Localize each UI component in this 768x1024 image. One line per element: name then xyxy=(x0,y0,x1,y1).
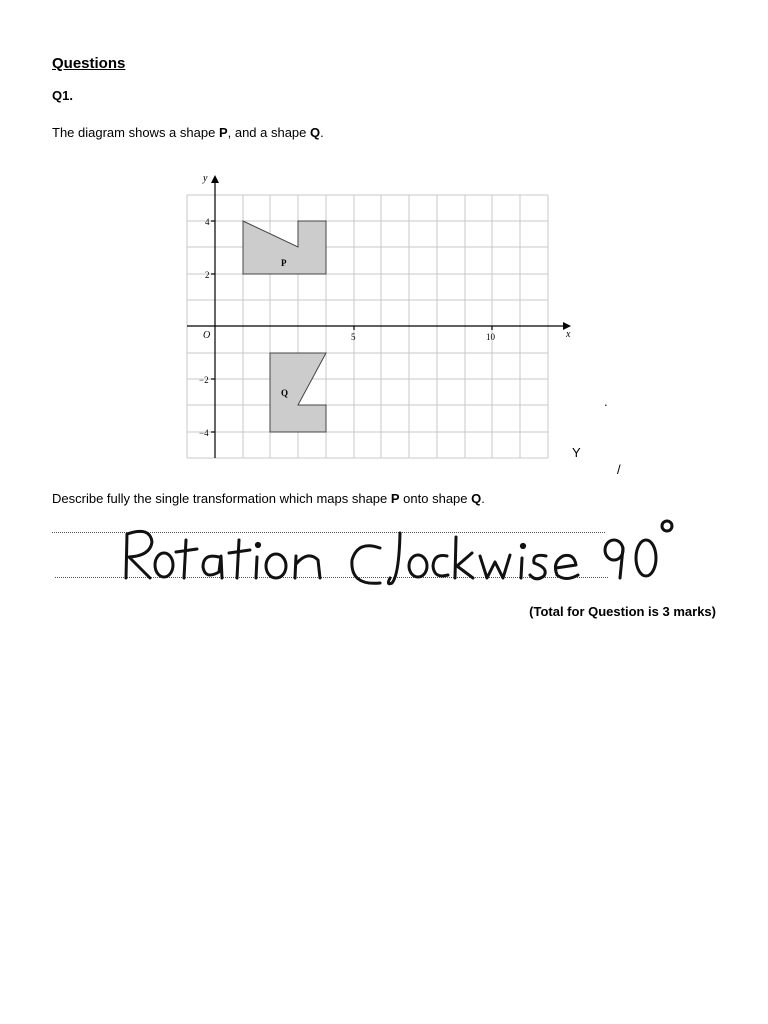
x-tick-label: 10 xyxy=(486,332,495,342)
x-tick-label: 5 xyxy=(351,332,356,342)
handwritten-answer xyxy=(118,512,678,592)
intro-shape-q: Q xyxy=(310,125,321,140)
axes xyxy=(187,175,571,458)
total-marks: (Total for Question is 3 marks) xyxy=(529,604,716,619)
page-heading: Questions xyxy=(52,55,126,72)
intro-text-1: The diagram shows a shape xyxy=(52,125,219,140)
intro-text-3: . xyxy=(320,125,324,140)
shape-q-label: Q xyxy=(281,388,289,398)
x-axis-label: x xyxy=(566,329,571,340)
question-intro xyxy=(52,125,324,140)
question-number: Q1. xyxy=(52,88,73,103)
y-axis-label: y xyxy=(203,173,208,184)
shape-p-label: P xyxy=(281,258,287,268)
y-tick-label: 2 xyxy=(205,270,210,280)
instruction-text-1: Describe fully the single transformation which maps shape xyxy=(52,491,391,506)
y-tick-label: −4 xyxy=(199,428,209,438)
question-instruction xyxy=(52,491,485,506)
origin-label: O xyxy=(203,330,211,341)
instruction-shape-q: Q xyxy=(471,491,482,506)
instruction-shape-p: P xyxy=(390,491,400,506)
y-tick-label: 4 xyxy=(205,217,210,227)
shape-q xyxy=(270,353,326,432)
y-tick-label: −2 xyxy=(199,375,209,385)
instruction-text-3: . xyxy=(481,491,485,506)
intro-text-2: , and a shape xyxy=(227,125,311,140)
stray-dot: . xyxy=(604,394,608,409)
instruction-text-2: onto shape xyxy=(399,491,472,506)
intro-shape-p: P xyxy=(218,125,228,140)
stray-tick: / xyxy=(617,462,621,477)
coordinate-grid-diagram xyxy=(170,165,590,465)
stray-letter-y: Y xyxy=(572,445,581,460)
